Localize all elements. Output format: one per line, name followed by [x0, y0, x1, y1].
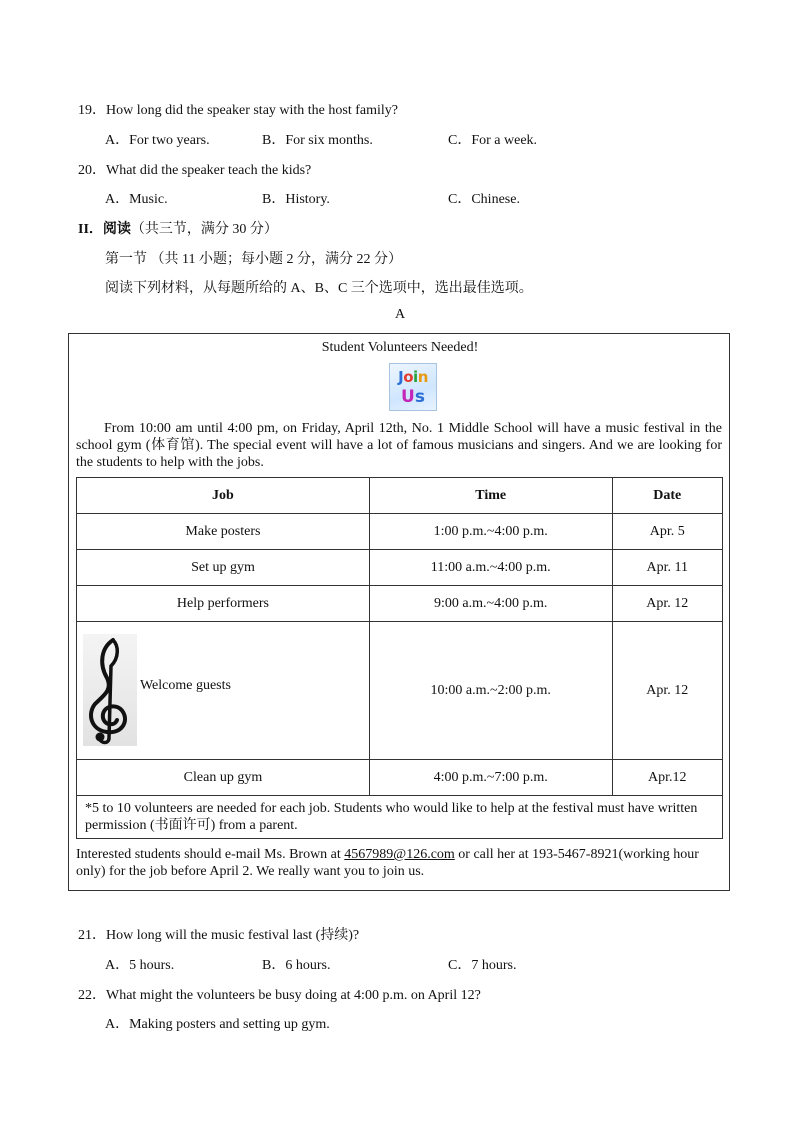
time-cell: 9:00 a.m.~4:00 p.m. [369, 586, 612, 622]
question-20-option-b: B．History. [262, 192, 330, 207]
table-note-row [77, 796, 723, 839]
join-us-logo-line1: Join [398, 368, 428, 386]
job-cell [77, 622, 370, 760]
job-cell: Make posters [77, 514, 370, 550]
header-date: Date [612, 478, 722, 514]
table-row [77, 586, 723, 622]
jobs-table [76, 477, 723, 839]
passage-label: A [394, 307, 406, 322]
table-note-line1: *5 to 10 volunteers are needed for each job. Students who would like to help at the festival must have written [85, 801, 698, 816]
clef-with-label [83, 628, 363, 748]
table-note-line2: permission (书面许可) from a parent. [85, 818, 298, 833]
ad-paragraph-line: school gym (体育馆). The special event will have a lot of famous musicians and singers. And we are looking for [76, 438, 722, 453]
treble-clef-icon [83, 634, 137, 746]
table-row [77, 550, 723, 586]
question-19-stem: 19．How long did the speaker stay with the host family? [78, 103, 398, 118]
ad-paragraph [76, 420, 722, 471]
question-19-option-b: B．For six months. [262, 133, 373, 148]
question-20-stem: 20．What did the speaker teach the kids? [78, 163, 312, 178]
date-cell: Apr. 11 [612, 550, 722, 586]
job-cell-label: Welcome guests [139, 678, 231, 693]
time-cell: 1:00 p.m.~4:00 p.m. [369, 514, 612, 550]
table-row [77, 760, 723, 796]
ad-contact [76, 846, 724, 880]
time-cell: 11:00 a.m.~4:00 p.m. [369, 550, 612, 586]
section-heading [78, 218, 278, 238]
question-22-option-a: A．Making posters and setting up gym. [105, 1017, 330, 1032]
date-cell: Apr. 12 [612, 622, 722, 760]
question-19-option-c: C．For a week. [448, 133, 538, 148]
section-heading-detail: （共三节，满分 30 分） [130, 222, 278, 237]
time-cell: 10:00 a.m.~2:00 p.m. [369, 622, 612, 760]
table-header-row [77, 478, 723, 514]
question-20-option-c: C．Chinese. [448, 192, 520, 207]
date-cell: Apr.12 [612, 760, 722, 796]
date-cell: Apr. 5 [612, 514, 722, 550]
ad-paragraph-line: the students to help with the jobs. [76, 455, 264, 470]
question-19-option-a: A．For two years. [105, 133, 210, 148]
job-cell: Help performers [77, 586, 370, 622]
join-us-logo-line2: Us [401, 387, 425, 407]
question-21-stem: 21．How long will the music festival last (持续)? [78, 928, 360, 943]
header-job: Job [77, 478, 370, 514]
job-cell: Set up gym [77, 550, 370, 586]
section-part: 第一节 （共 11 小题；每小题 2 分，满分 22 分） [105, 252, 402, 267]
header-time: Time [369, 478, 612, 514]
time-cell: 4:00 p.m.~7:00 p.m. [369, 760, 612, 796]
question-22-stem: 22．What might the volunteers be busy doing at 4:00 p.m. on April 12? [78, 988, 481, 1003]
date-cell: Apr. 12 [612, 586, 722, 622]
ad-contact-pre: Interested students should e-mail Ms. Brown at [76, 847, 345, 862]
question-20-option-a: A．Music. [105, 192, 168, 207]
ad-paragraph-line: From 10:00 am until 4:00 pm, on Friday, April 12th, No. 1 Middle School will have a music festival in the [104, 421, 722, 436]
section-instruction: 阅读下列材料，从每题所给的 A、B、C 三个选项中，选出最佳选项。 [105, 281, 533, 296]
ad-title: Student Volunteers Needed! [321, 340, 479, 355]
ad-contact-post: or call her at 193-5467-8921(working hour [454, 847, 699, 862]
question-21-option-b: B．6 hours. [262, 958, 331, 973]
table-row [77, 514, 723, 550]
contact-email-link[interactable]: 4567989@126.com [344, 847, 455, 862]
table-row [77, 622, 723, 760]
ad-contact-line2: only) for the job before April 2. We really want you to join us. [76, 864, 425, 879]
ad-contact-line1 [76, 846, 724, 863]
job-cell: Clean up gym [77, 760, 370, 796]
section-heading-title: II．阅读 [78, 222, 131, 237]
question-21-option-c: C．7 hours. [448, 958, 517, 973]
join-us-logo [389, 363, 437, 411]
table-note [77, 796, 723, 839]
question-21-option-a: A．5 hours. [105, 958, 175, 973]
